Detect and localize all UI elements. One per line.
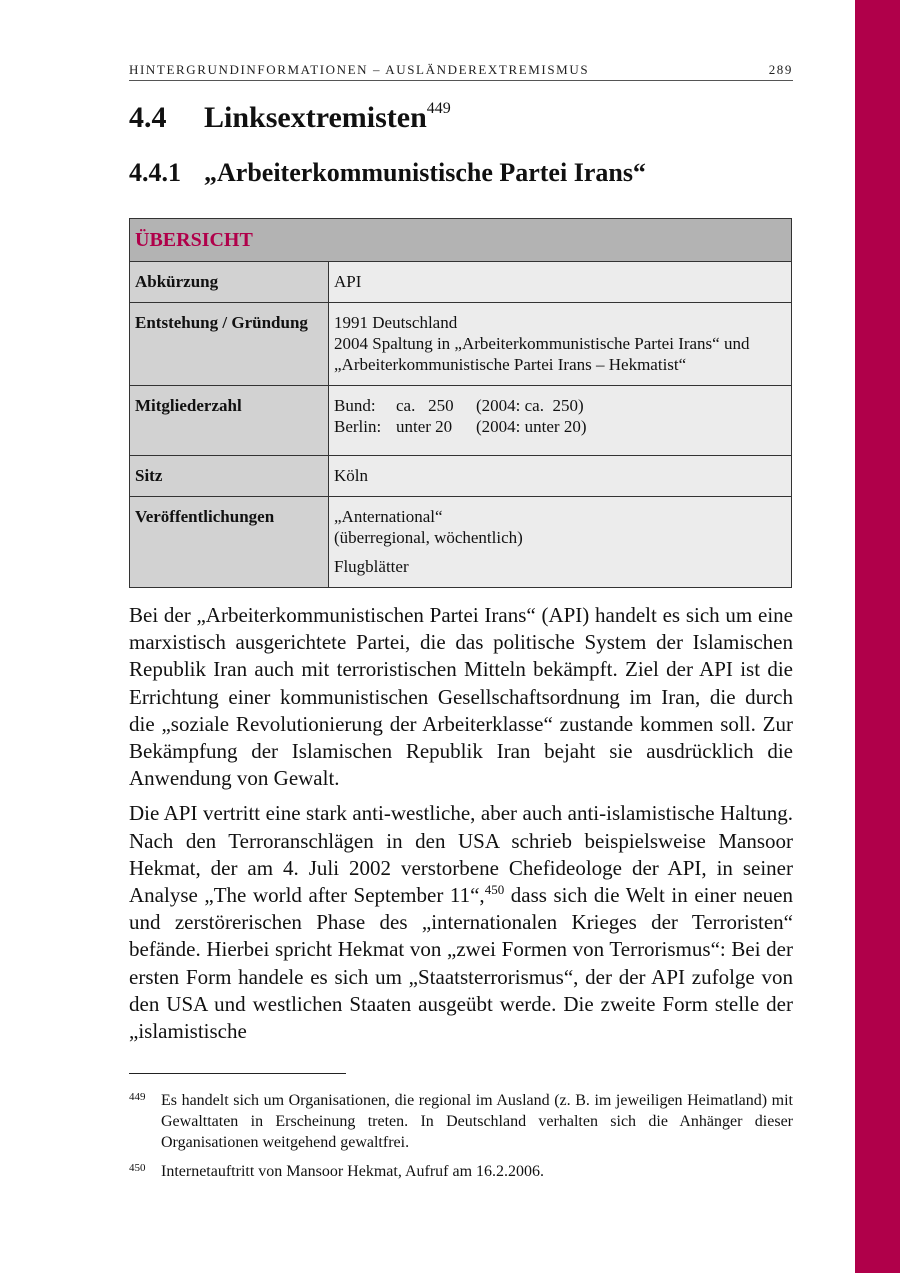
- row-label: Mitgliederzahl: [130, 386, 329, 456]
- footnote-divider: [129, 1073, 346, 1074]
- members-row-berlin: [334, 416, 786, 437]
- value-line: Flugblätter: [334, 557, 409, 576]
- footnotes: [129, 1090, 793, 1190]
- row-label: Abkürzung: [130, 262, 329, 303]
- row-label: Entstehung / Gründung: [130, 303, 329, 386]
- table-row: [130, 262, 792, 303]
- value-line: „Arbeiterkommunistische Partei Irans – Hekmatist“: [334, 355, 687, 374]
- region: Bund:: [334, 396, 376, 415]
- paragraph: [129, 800, 793, 1045]
- section-title: Linksextremisten: [204, 101, 427, 134]
- table-row: [130, 386, 792, 456]
- value-line: 2004 Spaltung in „Arbeiterkommunistische Partei Irans“ und: [334, 334, 750, 353]
- row-value: [329, 303, 792, 386]
- page-edge-color-bar: [855, 0, 900, 1273]
- footnote-text: Es handelt sich um Organisationen, die regional im Ausland (z. B. im jeweiligen Heimatland) mit Gewalttaten in Erscheinung treten. In Deutschland verhalten sich die Anhänger dieser Organisationen weitgehend gewaltfrei.: [161, 1092, 793, 1151]
- paragraph-text: dass sich die Welt in einer neuen und zerstörerischen Phase des „internationalen Krieges der Terroristen“ befände. Hierbei spricht Hekmat von „zwei Formen von Terrorismus“: Bei der ersten Form handele es sich um „Staatsterrorismus“, der der API zufolge von den USA und westlichen Staaten ausgeübt werde. Die zweite Form stelle der „islamistische: [129, 883, 794, 1044]
- running-title: HINTERGRUNDINFORMATIONEN – AUSLÄNDEREXTREMISMUS: [129, 62, 590, 77]
- footnote-ref-449[interactable]: 449: [426, 100, 451, 117]
- page-number: 289: [768, 62, 793, 77]
- section-heading: [129, 100, 451, 135]
- members-row-bund: [334, 395, 786, 416]
- footnote-number: 449: [129, 1091, 146, 1103]
- running-header: [129, 62, 793, 81]
- paragraph-text: Die API vertritt eine stark anti-westliche, aber auch anti-islamistische Haltung. Nach den Terroranschlägen in den USA schrieb beispielsweise Mansoor Hekmat, der am 4. Juli 2002 verstorbene Chefideologe der API, in seiner Analyse „The world after September 11“,: [129, 801, 793, 908]
- previous-count: (2004: ca. 250): [476, 396, 584, 415]
- count: ca. 250: [396, 396, 454, 415]
- footnote: [129, 1090, 793, 1153]
- value-line: Köln: [334, 466, 368, 485]
- table-row: [130, 456, 792, 497]
- body-text: [129, 602, 793, 1053]
- row-label: Veröffentlichungen: [130, 497, 329, 588]
- overview-heading: ÜBERSICHT: [130, 219, 792, 262]
- footnote-text: Internetauftritt von Mansoor Hekmat, Aufruf am 16.2.2006.: [161, 1163, 545, 1180]
- row-value: [329, 386, 792, 456]
- table-row: [130, 303, 792, 386]
- region: Berlin:: [334, 417, 382, 436]
- paragraph: Bei der „Arbeiterkommunistischen Partei Irans“ (API) handelt es sich um eine marxistisch ausgerichtete Partei, die das politische System der Islamischen Republik Iran auch mit terroristischen Mitteln bekämpft. Ziel der API ist die Errichtung einer kommunistischen Gesellschaftsordnung im Iran, die durch die „soziale Revolutionierung der Arbeiterklasse“ zustande kommen soll. Zur Bekämpfung der Islamischen Republik Iran bejaht sie ausdrücklich die Anwendung von Gewalt.: [129, 603, 793, 791]
- value-line: (überregional, wöchentlich): [334, 528, 523, 547]
- table-row: [130, 497, 792, 588]
- row-value: [329, 497, 792, 588]
- footnote: [129, 1161, 793, 1182]
- row-label: Sitz: [130, 456, 329, 497]
- subsection-number: 4.4.1: [129, 158, 181, 187]
- count: unter 20: [396, 417, 453, 436]
- row-value: [329, 262, 792, 303]
- value-line: 1991 Deutschland: [334, 313, 458, 332]
- subsection-heading: [129, 158, 646, 188]
- footnote-number: 450: [129, 1162, 146, 1174]
- subsection-title: „Arbeiterkommunistische Partei Irans“: [204, 158, 646, 187]
- footnote-ref-450[interactable]: 450: [484, 882, 505, 898]
- value-line: API: [334, 272, 362, 291]
- row-value: [329, 456, 792, 497]
- value-line: „Anternational“: [334, 507, 443, 526]
- overview-table: [129, 218, 792, 588]
- previous-count: (2004: unter 20): [476, 417, 587, 436]
- section-number: 4.4: [129, 101, 167, 134]
